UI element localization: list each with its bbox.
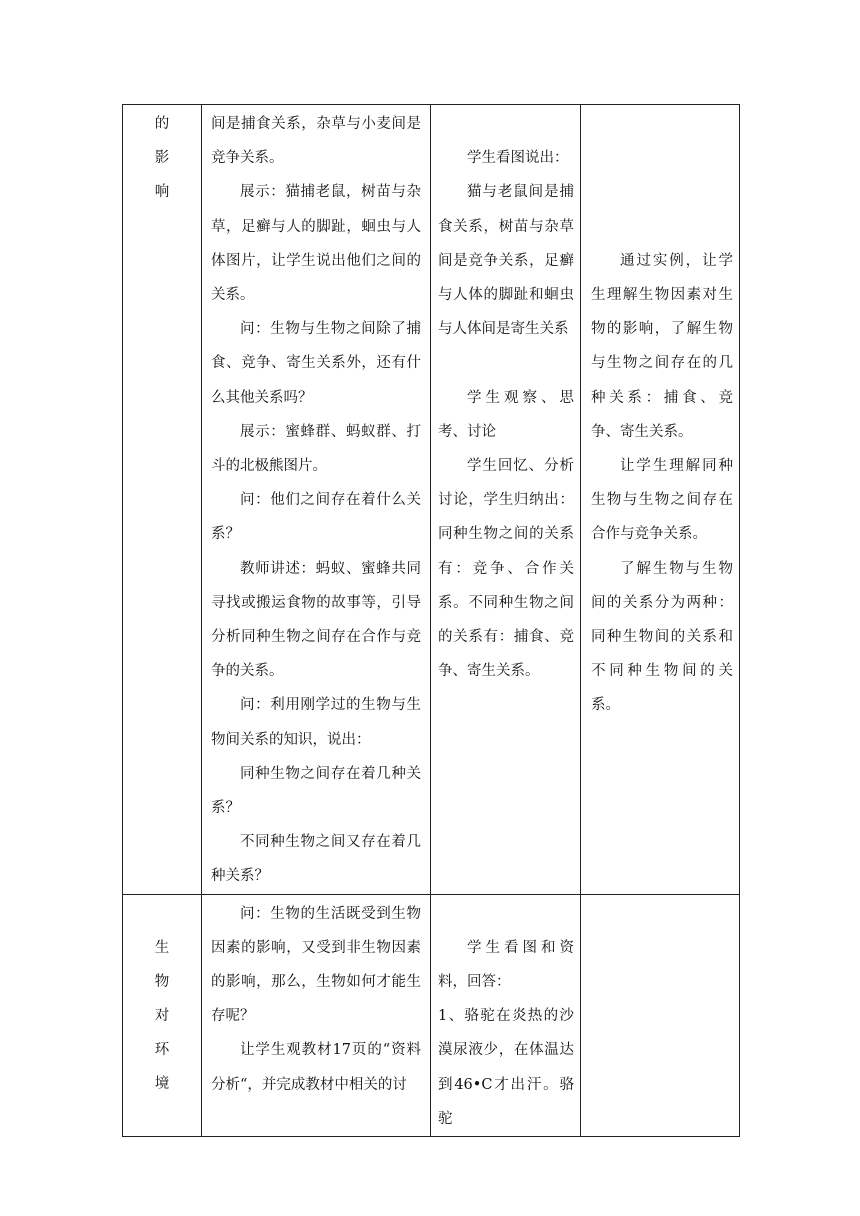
lesson-plan-table [122, 104, 740, 1137]
design-intent-cell [581, 894, 740, 1136]
teacher-activity-cell [202, 105, 431, 895]
student-activity-cell [431, 894, 581, 1136]
section-heading-char: 响 [154, 184, 170, 201]
design-intent-cell [581, 105, 740, 895]
section-heading-cell [123, 105, 202, 895]
section-heading-char: 物 [154, 973, 170, 990]
section-heading-char: 环 [154, 1042, 170, 1059]
paragraph: 猫与老鼠间是捕食关系，树苗与杂草间是竞争关系，足癣与人体的脚趾和蛔虫与人体间是寄生关系 [438, 184, 574, 338]
paragraph: 展示：蜜蜂群、蚂蚁群、打斗的北极熊图片。 [211, 423, 421, 475]
paragraph: 让学生理解同种生物与生物之间存在合作与竞争关系。 [591, 457, 733, 543]
student-activity-cell [431, 105, 581, 895]
teacher-activity-cell [202, 894, 431, 1136]
section-heading-char: 境 [154, 1076, 170, 1093]
table-row [123, 105, 740, 895]
paragraph: 不同种生物之间又存在着几种关系？ [211, 834, 421, 885]
paragraph: 1、骆驼在炎热的沙漠尿液少，在体温达到46•C才出汗。骆驼 [438, 1008, 574, 1127]
paragraph: 问：生物的生活既受到生物因素的影响，又受到非生物因素的影响，那么，生物如何才能生存呢？ [211, 905, 421, 1025]
paragraph: 问：生物与生物之间除了捕食、竞争、寄生关系外，还有什么其他关系吗？ [211, 321, 421, 406]
paragraph: 问：利用刚学过的生物与生物间关系的知识，说出： [211, 697, 421, 748]
section-heading-char: 的 [154, 116, 170, 132]
paragraph: 学生观察、思考、讨论 [438, 389, 574, 440]
paragraph: 展示：猫捕老鼠，树苗与杂草，足癣与人的脚趾，蛔虫与人体图片，让学生说出他们之间的关系。 [211, 184, 421, 304]
section-heading-char: 生 [154, 939, 170, 956]
section-heading-char: 影 [154, 150, 170, 167]
paragraph: 通过实例，让学生理解生物因素对生物的影响，了解生物与生物之间存在的几种关系：捕食、竞争、寄生关系。 [591, 252, 733, 440]
paragraph: 教师讲述：蚂蚁、蜜蜂共同寻找或搬运食物的故事等，引导分析同种生物之间存在合作与竞争的关系。 [211, 560, 421, 680]
paragraph: 学生看图说出： [467, 150, 569, 167]
paragraph: 同种生物之间存在着几种关系？ [211, 765, 421, 817]
table-row [123, 894, 740, 1136]
paragraph: 问：他们之间存在着什么关系？ [211, 492, 421, 543]
section-heading-cell [123, 894, 202, 1136]
paragraph: 学生回忆、分析讨论，学生归纳出：同种生物之间的关系有：竞争、合作关系。不同种生物之间的关系有：捕食、竞争、寄生关系。 [438, 458, 574, 680]
paragraph: 了解生物与生物间的关系分为两种：同种生物间的关系和不同种生物间的关系。 [591, 560, 733, 714]
paragraph: 学生看图和资料，回答： [438, 939, 574, 991]
paragraph: 间是捕食关系，杂草与小麦间是竞争关系。 [211, 116, 421, 167]
section-heading-char: 对 [154, 1008, 170, 1025]
paragraph: 让学生观教材17页的“资料分析“，并完成教材中相关的讨 [211, 1042, 421, 1093]
